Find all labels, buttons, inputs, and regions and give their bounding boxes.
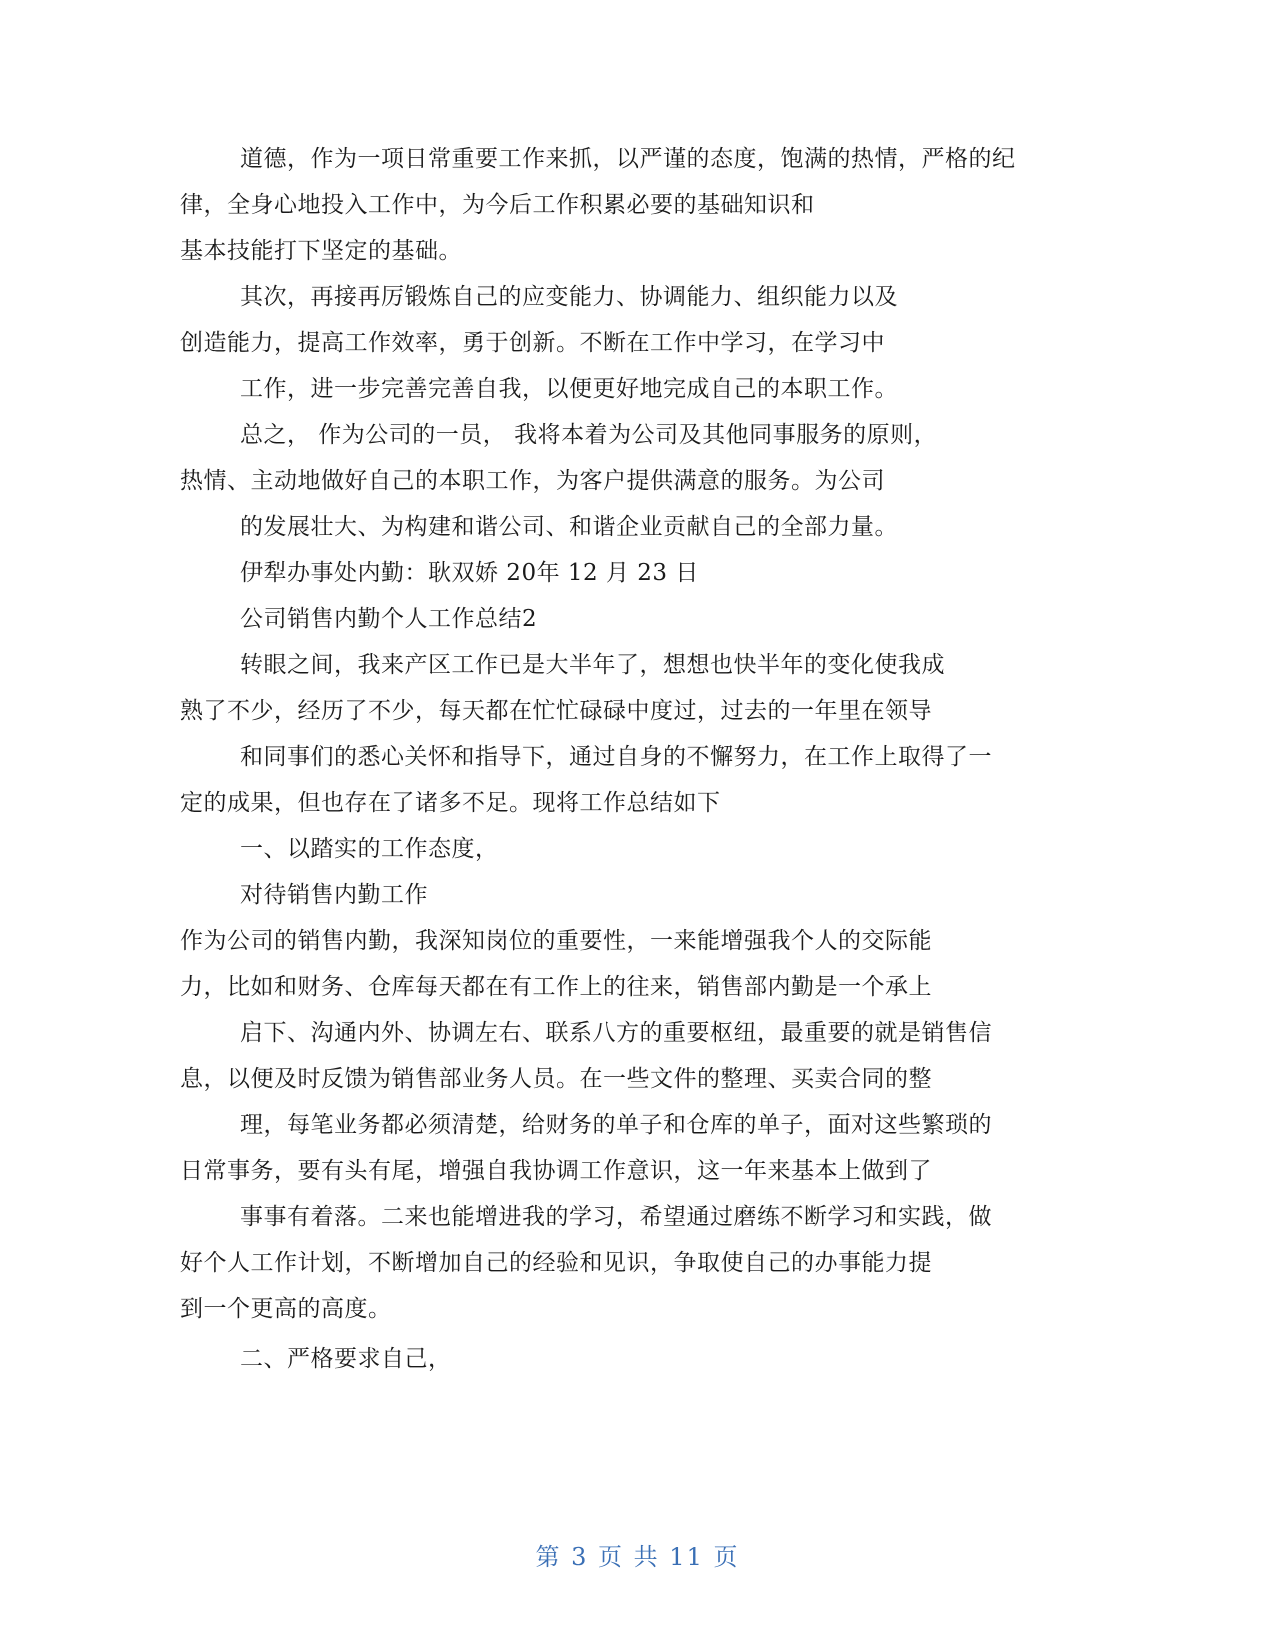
heading-line: 一、以踏实的工作态度， <box>240 836 499 862</box>
page-number-footer: 第 3 页 共 11 页 <box>535 1543 740 1571</box>
text-line: 定的成果，但也存在了诸多不足。现将工作总结如下 <box>180 790 721 816</box>
text-line: 事事有着落。二来也能增进我的学习，希望通过磨练不断学习和实践，做 <box>240 1204 992 1230</box>
heading-line: 对待销售内勤工作 <box>240 882 428 908</box>
text-line: 转眼之间，我来产区工作已是大半年了，想想也快半年的变化使我成 <box>240 652 945 678</box>
text-line: 律，全身心地投入工作中，为今后工作积累必要的基础知识和 <box>180 192 815 218</box>
text-line: 熟了不少，经历了不少，每天都在忙忙碌碌中度过，过去的一年里在领导 <box>180 698 932 724</box>
text-line: 总之， 作为公司的一员， 我将本着为公司及其他同事服务的原则， <box>240 422 938 448</box>
text-line: 好个人工作计划，不断增加自己的经验和见识，争取使自己的办事能力提 <box>180 1250 932 1276</box>
text-line: 息，以便及时反馈为销售部业务人员。在一些文件的整理、买卖合同的整 <box>180 1066 932 1092</box>
text-line: 其次，再接再厉锻炼自己的应变能力、协调能力、组织能力以及 <box>240 284 898 310</box>
text-line: 道德，作为一项日常重要工作来抓，以严谨的态度，饱满的热情，严格的纪 <box>240 146 1016 172</box>
text-line: 创造能力，提高工作效率，勇于创新。不断在工作中学习，在学习中 <box>180 330 885 356</box>
text-line: 作为公司的销售内勤，我深知岗位的重要性，一来能增强我个人的交际能 <box>180 928 932 954</box>
heading-line: 二、严格要求自己， <box>240 1346 452 1372</box>
text-line: 力，比如和财务、仓库每天都在有工作上的往来，销售部内勤是一个承上 <box>180 974 932 1000</box>
text-line: 理，每笔业务都必须清楚，给财务的单子和仓库的单子，面对这些繁琐的 <box>240 1112 992 1138</box>
text-line: 基本技能打下坚定的基础。 <box>180 238 462 264</box>
text-line: 到一个更高的高度。 <box>180 1296 392 1322</box>
text-line: 热情、主动地做好自己的本职工作，为客户提供满意的服务。为公司 <box>180 468 885 494</box>
signature-line: 伊犁办事处内勤：耿双娇 20年 12 月 23 日 <box>240 560 699 586</box>
text-line: 工作，进一步完善完善自我，以便更好地完成自己的本职工作。 <box>240 376 898 402</box>
text-line: 和同事们的悉心关怀和指导下，通过自身的不懈努力，在工作上取得了一 <box>240 744 992 770</box>
section-title: 公司销售内勤个人工作总结2 <box>240 606 538 632</box>
text-line: 启下、沟通内外、协调左右、联系八方的重要枢纽，最重要的就是销售信 <box>240 1020 992 1046</box>
text-line: 日常事务，要有头有尾，增强自我协调工作意识，这一年来基本上做到了 <box>180 1158 932 1184</box>
text-line: 的发展壮大、为构建和谐公司、和谐企业贡献自己的全部力量。 <box>240 514 898 540</box>
